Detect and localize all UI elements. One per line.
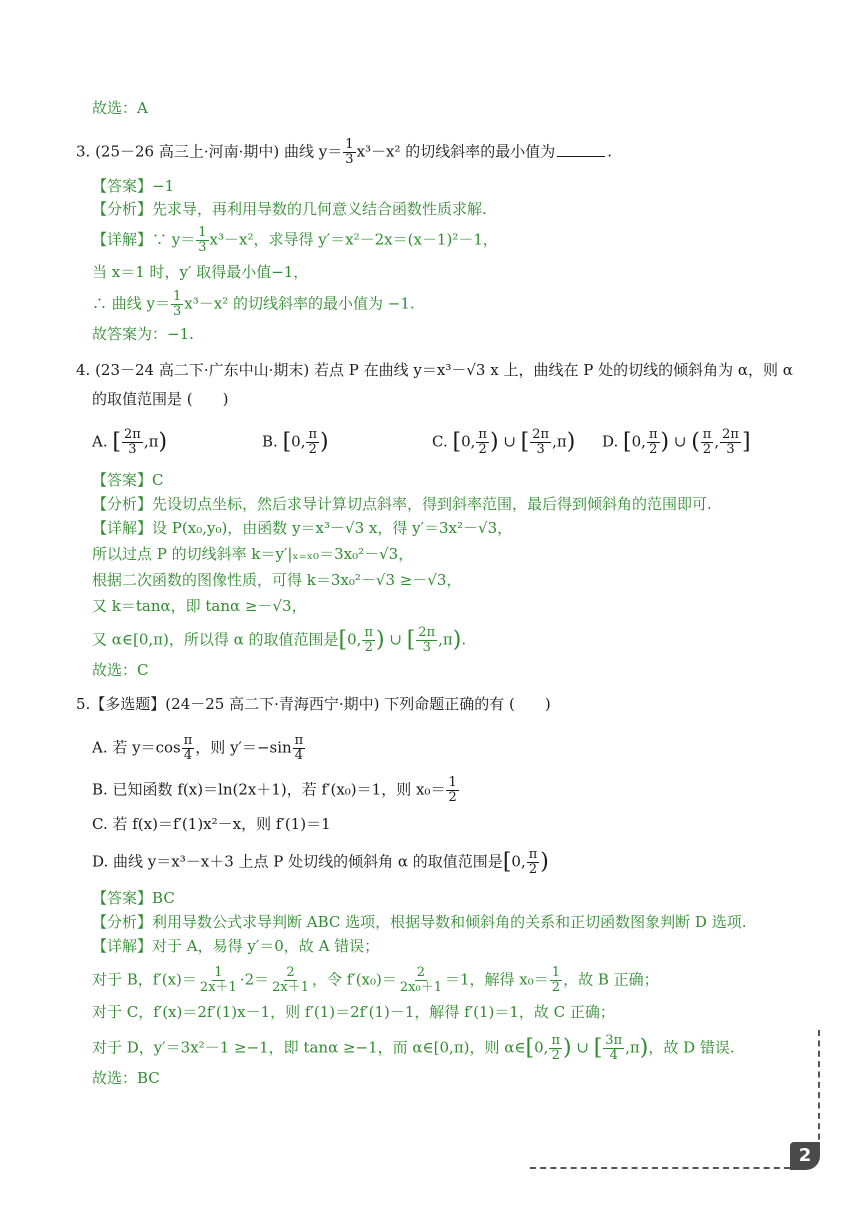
fraction-denominator: 2x＋1 [199,980,237,995]
fraction-denominator: 3 [173,304,182,319]
q4-detail-2: 所以过点 P 的切线斜率 k＝y′|ₓ₌ₓ₀＝3x₀²－√3， [92,545,414,563]
detail-text: ，令 f′(x₀)＝ [311,970,397,989]
answer-value: C [152,471,164,489]
analysis-text: 先设切点坐标，然后求导计算切点斜率，得到斜率范围，最后得到倾斜角的范围即可. [152,495,712,513]
q5-option-c: C. 若 f(x)＝f′(1)x²－x，则 f′(1)＝1 [92,815,331,833]
q4-final: 故选：C [92,661,149,679]
fraction-numerator: π [364,625,373,640]
q4-option-b: B. [0, $\frac{\pi}{2}$ ) [262,427,329,457]
page-border-dashed-vertical [818,1030,820,1150]
fraction [647,428,660,457]
page-border-dashed-horizontal [530,1167,790,1169]
fraction-numerator: π [478,427,487,442]
q3-analysis [92,199,487,219]
q4-detail-1 [92,518,512,538]
q5-stem: 5.【多选题】(24－25 高二下·青海西宁·期中) 下列命题正确的有 ( ) [76,695,551,713]
fraction-numerator: π [528,847,538,862]
detail-tag: 【详解】 [92,230,153,249]
q3-detail-2: 当 x＝1 时，y′ 取得最小值−1， [92,263,309,281]
fraction-numerator: π [183,733,193,748]
q3-stem-prefix: 3. (25－26 高三上·河南·期中) 曲线 y＝ [76,142,343,161]
fraction-numerator: 2π [722,427,739,442]
fraction-numerator: 3π [605,1033,623,1048]
detail-text: ，故 B 正确； [563,970,659,989]
q3-detail-1 [92,226,498,255]
answer-tag: 【答案】 [92,177,153,195]
option-text: D. 曲线 y＝x³－x＋3 上点 P 处切线的倾斜角 α 的取值范围是 [92,852,503,871]
option-label: B. [262,432,278,451]
analysis-tag: 【分析】 [92,495,153,513]
fraction-numerator: 1 [551,965,561,980]
fraction [476,428,489,457]
fraction-denominator: 4 [609,1048,618,1063]
q4-option-a: A. [ $\frac{2\pi}{3}$ ,π) [92,427,168,457]
fraction [196,226,208,255]
page-number: 2 [790,1142,820,1170]
option-text: ，则 y′＝−sin [195,738,292,757]
fraction [530,428,551,457]
fraction-numerator: 2π [418,625,436,640]
fraction [416,626,437,655]
answer-blank [557,142,605,157]
fraction [306,428,319,457]
analysis-text: 利用导数公式求导判断 ABC 选项，根据导数和倾斜角的关系和正切函数图象判断 D 选项. [152,913,747,931]
fraction [171,290,183,319]
analysis-tag: 【分析】 [92,913,153,931]
q3-stem [76,138,612,167]
fraction [720,428,741,457]
analysis-tag: 【分析】 [92,200,153,218]
option-text: B. 已知函数 f(x)＝ln(2x＋1)，若 f′(x₀)＝1，则 x₀＝ [92,780,446,799]
option-label: D. [602,432,619,451]
detail-text: x³－x²，求导得 y′＝x²－2x＝(x－1)²－1， [209,230,498,249]
fraction-denominator: 3 [128,442,137,457]
detail-text: ＝1，解得 x₀＝ [444,970,549,989]
fraction [550,966,562,995]
q4-stem-line1: 4. (23－24 高二下·广东中山·期末) 若点 P 在曲线 y＝x³－√3 x 上，曲线在 P 处的切线的倾斜角为 α，则 α [76,361,793,379]
fraction [527,848,540,877]
fraction-denominator: 3 [345,152,354,167]
detail-text: 又 α∈[0,π)，所以得 α 的取值范围是 [92,630,339,649]
detail-text: 对于 D，y′＝3x²－1 ≥−1，即 tanα ≥−1，而 α∈[0,π)，则 α∈ [92,1038,526,1057]
option-label: A. [92,432,108,451]
q5-option-a [92,734,306,763]
q3-stem-mid: x³－x² 的切线斜率的最小值为 [356,142,556,161]
q5-answer [92,888,175,908]
q2-final-answer: 故选：A [92,99,148,117]
fraction [398,966,444,995]
detail-text: ，故 D 错误. [648,1038,735,1057]
q4-option-c: C. [0, $\frac{\pi}{2}$ ) ∪ [ $\frac{2\pi}{3}$ ,π) [432,427,576,457]
detail-text: ∴ 曲线 y＝ [92,294,171,313]
fraction-denominator: 2 [702,442,712,457]
q4-detail-5: 又 α∈[0,π)，所以得 α 的取值范围是[0, $\frac{\pi}{2}$ ) ∪ [ $\frac{2\pi}{3}$ ,π). [92,625,467,655]
answer-value: −1 [152,177,175,195]
fraction [362,626,375,655]
detail-tag: 【详解】 [92,519,153,537]
q3-detail-3 [92,290,415,319]
q4-answer [92,470,164,490]
fraction [293,734,306,763]
q4-option-d: D. [0, $\frac{\pi}{2}$ ) ∪ ( $\frac{\pi}{2}$ , $\frac{2\pi}{3}$ ] [602,427,751,457]
fraction-denominator: 2 [551,1048,560,1063]
fraction-numerator: 1 [198,225,207,240]
fraction-denominator: 4 [294,748,304,763]
answer-value: BC [152,889,175,907]
q4-stem-line2: 的取值范围是 ( ) [92,390,229,408]
fraction [603,1034,624,1063]
q4-detail-4: 又 k＝tanα，即 tanα ≥－√3， [92,597,307,615]
detail-tag: 【详解】 [92,937,153,955]
fraction-denominator: 4 [183,748,193,763]
fraction-denominator: 3 [726,442,735,457]
fraction [270,966,311,995]
fraction-numerator: 1 [345,137,354,152]
fraction-numerator: 2π [123,427,141,442]
fraction-denominator: 2 [364,640,373,655]
fraction-denominator: 3 [422,640,431,655]
answer-tag: 【答案】 [92,471,153,489]
fraction-denominator: 2x＋1 [272,980,309,995]
q5-detail-3: 对于 C，f′(x)＝2f′(1)x－1，则 f′(1)＝2f′(1)－1，解得 f′(1)＝1，故 C 正确； [92,1003,615,1021]
option-text: A. 若 y＝cos [92,738,181,757]
fraction-denominator: 2x₀＋1 [399,980,442,995]
fraction-denominator: 2 [649,442,658,457]
fraction-numerator: 1 [173,289,182,304]
fraction-denominator: 3 [536,442,545,457]
q5-detail-4: 对于 D，y′＝3x²－1 ≥−1，即 tanα ≥−1，而 α∈[0,π)，则 α∈[0, $\frac{\pi}{2}$ ) ∪ [ $\frac{3\pi}{4}$ ,π)，故 D 错误. [92,1033,735,1063]
fraction-denominator: 2 [528,862,538,877]
fraction-numerator: π [551,1033,560,1048]
detail-text: 设 P(x₀,y₀)，由函数 y＝x³－√3 x，得 y′＝3x²－√3， [152,519,513,537]
fraction-numerator: 2 [286,965,295,980]
q5-detail-1 [92,936,379,956]
detail-text: ·2＝ [239,970,270,989]
analysis-text: 先求导，再利用导数的几何意义结合函数性质求解. [152,200,487,218]
fraction-numerator: π [308,427,318,442]
detail-text: x³－x² 的切线斜率的最小值为 −1. [184,294,415,313]
q5-option-d: D. 曲线 y＝x³－x＋3 上点 P 处切线的倾斜角 α 的取值范围是[0, $\frac{\pi}{2}$ ) [92,847,549,877]
q5-detail-2 [92,966,659,995]
fraction-numerator: 2 [416,965,426,980]
fraction-numerator: π [702,427,712,442]
q4-analysis [92,494,712,514]
q3-stem-end: . [607,142,613,161]
q5-final: 故选：BC [92,1069,160,1087]
answer-tag: 【答案】 [92,889,153,907]
fraction-numerator: 1 [448,775,457,790]
fraction-denominator: 2 [478,442,487,457]
fraction-numerator: 1 [214,965,223,980]
fraction-numerator: 2π [532,427,550,442]
fraction [182,734,195,763]
fraction [701,428,714,457]
fraction [549,1034,562,1063]
q4-detail-3: 根据二次函数的图像性质，可得 k＝3x₀²－√3 ≥－√3， [92,571,462,589]
fraction-numerator: π [648,427,658,442]
fraction-denominator: 2 [551,980,561,995]
fraction [198,966,239,995]
detail-text: ∵ y＝ [152,230,196,249]
q3-answer [92,176,174,196]
q5-analysis [92,912,747,932]
option-label: C. [432,432,448,451]
fraction-denominator: 2 [308,442,317,457]
detail-text: 对于 B，f′(x)＝ [92,970,197,989]
q5-option-b [92,776,460,805]
q3-final: 故答案为：−1. [92,325,194,343]
fraction-denominator: 2 [448,790,457,805]
q3-stem-fraction [343,138,355,167]
fraction-numerator: π [294,733,304,748]
fraction [446,776,458,805]
detail-text: 对于 A，易得 y′＝0，故 A 错误； [152,937,380,955]
fraction-denominator: 3 [198,240,207,255]
fraction [122,428,143,457]
